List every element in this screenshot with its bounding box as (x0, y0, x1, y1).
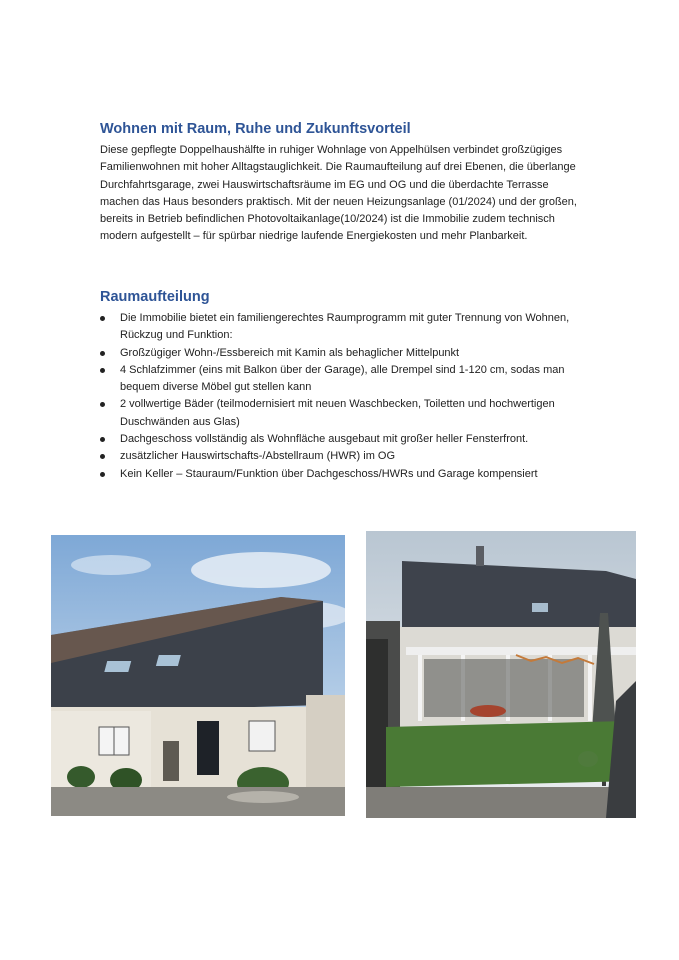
bullet-icon (100, 454, 105, 459)
list-item (100, 448, 590, 465)
list-item (100, 431, 590, 448)
bullet-icon (100, 472, 105, 477)
section-heading-living: Wohnen mit Raum, Ruhe und Zukunftsvorteil (100, 121, 411, 137)
list-item-text: 2 vollwertige Bäder (teilmodernisiert mit neuen Waschbecken, Toiletten und hochwertigen Duschwänden aus Glas) (120, 398, 555, 428)
list-item-text: Die Immobilie bietet ein familiengerechtes Raumprogramm mit guter Trennung von Wohnen, Rückzug und Funktion: (120, 312, 570, 342)
house-front-photo (51, 535, 345, 816)
room-layout-list (100, 310, 590, 483)
list-item (100, 362, 590, 397)
list-item (100, 466, 590, 483)
bullet-icon (100, 402, 105, 407)
list-item (100, 345, 590, 362)
list-item-text: 4 Schlafzimmer (eins mit Balkon über der Garage), alle Drempel sind 1-120 cm, sodas man bequem diverse Möbel gut stellen kann (120, 363, 565, 394)
bullet-icon (100, 351, 105, 356)
house-front-illustration (51, 535, 345, 816)
list-item-text: zusätzlicher Hauswirtschafts-/Abstellraum (HWR) im OG (120, 450, 396, 463)
list-item-text: Dachgeschoss vollständig als Wohnfläche ausgebaut mit großer heller Fensterfront. (120, 433, 529, 446)
bullet-icon (100, 437, 105, 442)
intro-paragraph: Diese gepflegte Doppelhaushälfte in ruhiger Wohnlage von Appelhülsen verbindet großzügiges Familienwohnen mit hoher Alltagstauglichkeit. Die Raumaufteilung auf drei Ebenen, die überlange Durchfahrtsgarage, zwei Hauswirtschaftsräume im EG und OG und die überdachte Terrasse machen das Haus besonders praktisch. Mit der neuen Heizungsanlage (01/2024) und der großen, bereits in Betrieb befindlichen Photovoltaikanlage(10/2024) ist die Immobilie zudem technisch modern aufgestellt – für spürbar niedrige laufende Energiekosten und mehr Planbarkeit. (100, 144, 577, 243)
bullet-icon (100, 368, 105, 373)
section-heading-layout: Raumaufteilung (100, 289, 210, 305)
list-item-text: Großzügiger Wohn-/Essbereich mit Kamin als behaglicher Mittelpunkt (120, 346, 460, 359)
list-item-text: Kein Keller – Stauraum/Funktion über Dachgeschoss/HWRs und Garage kompensiert (120, 467, 538, 480)
bullet-icon (100, 316, 105, 321)
garden-terrace-photo (366, 531, 636, 818)
list-item (100, 396, 590, 431)
garden-terrace-illustration (366, 531, 636, 818)
list-item (100, 310, 590, 345)
